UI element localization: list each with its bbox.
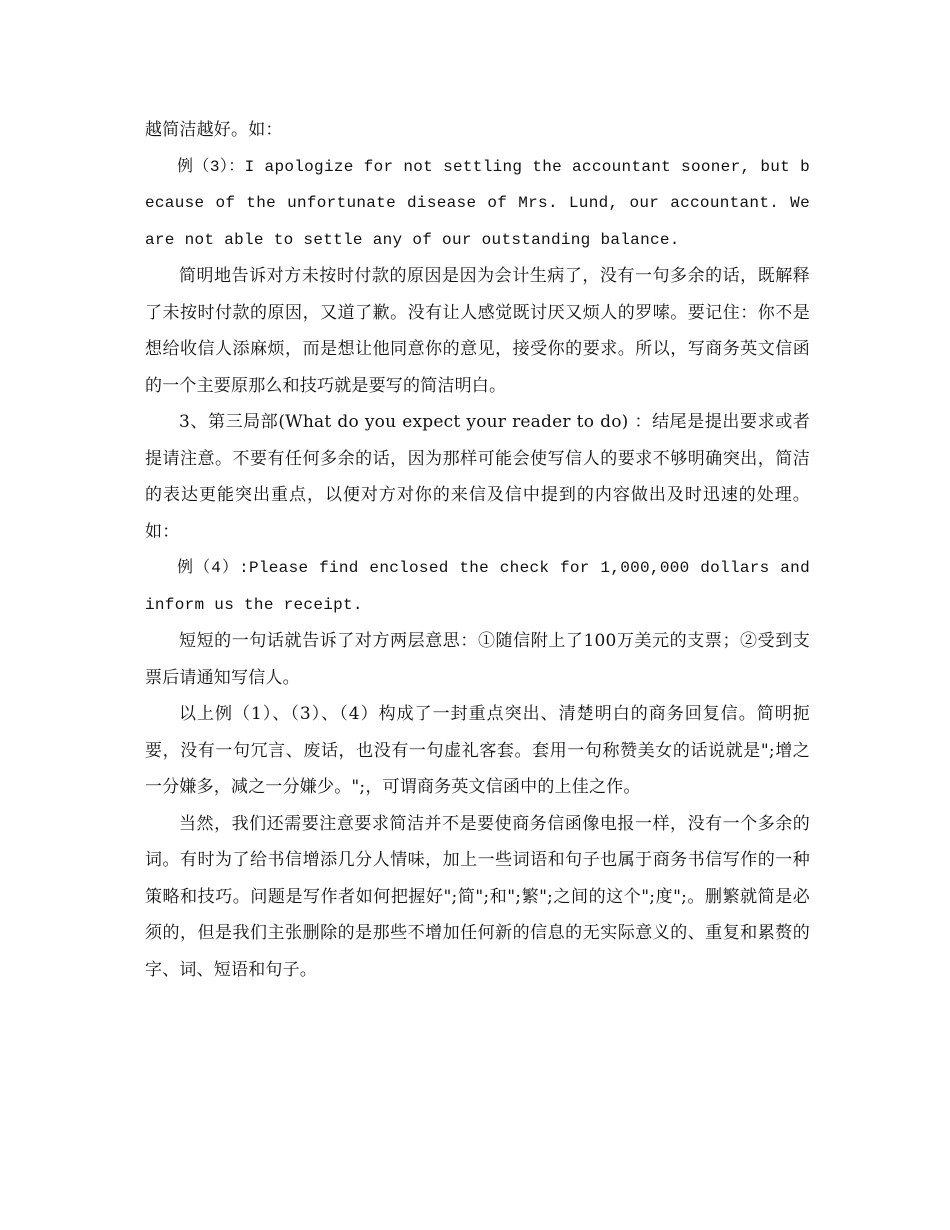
paragraph-example-4: 例（4）:Please find enclosed the check for 1,000,000 dollars and inform us the receipt. <box>145 559 810 614</box>
document-body <box>145 112 810 988</box>
paragraph-explanation-4: 短短的一句话就告诉了对方两层意思：①随信附上了100万美元的支票；②受到支票后请通知写信人。 <box>145 631 810 688</box>
paragraph-explanation-3: 简明地告诉对方未按时付款的原因是因为会计生病了，没有一句多余的话，既解释了未按时付款的原因，又道了歉。没有让人感觉既讨厌又烦人的罗嗦。要记住：你不是想给收信人添麻烦，而是想让他同意你的意见，接受你的要求。所以，写商务英文信函的一个主要原那么和技巧就是要写的简洁明白。 <box>145 266 810 396</box>
paragraph-conclusion: 当然，我们还需要注意要求简洁并不是要使商务信函像电报一样，没有一个多余的词。有时为了给书信增添几分人情味，加上一些词语和句子也属于商务书信写作的一种策略和技巧。问题是写作者如何把握好";简";和";繁";之间的这个";度";。删繁就简是必须的，但是我们主张删除的是那些不增加任何新的信息的无实际意义的、重复和累赘的字、词、短语和句子。 <box>145 813 810 980</box>
paragraph-example-3: 例（3）：I apologize for not settling the accountant sooner, but because of the unfortunate disease of Mrs. Lund, our accountant. We are not able to settle any of our outstanding balance. <box>145 157 810 249</box>
paragraph-intro-tail: 越简洁越好。如： <box>145 120 283 140</box>
paragraph-summary: 以上例（1）、（3）、（4）构成了一封重点突出、清楚明白的商务回复信。简明扼要，没有一句冗言、废话，也没有一句虚礼客套。套用一句称赞美女的话说就是";增之一分嫌多，减之一分嫌少。";，可谓商务英文信函中的上佳之作。 <box>145 704 810 797</box>
paragraph-section-3: 3、第三局部(What do you expect your reader to do) ：结尾是提出要求或者提请注意。不要有任何多余的话，因为那样可能会使写信人的要求不够明确突出，简洁的表达更能突出重点，以便对方对你的来信及信中提到的内容做出及时迅速的处理。如： <box>145 412 810 542</box>
